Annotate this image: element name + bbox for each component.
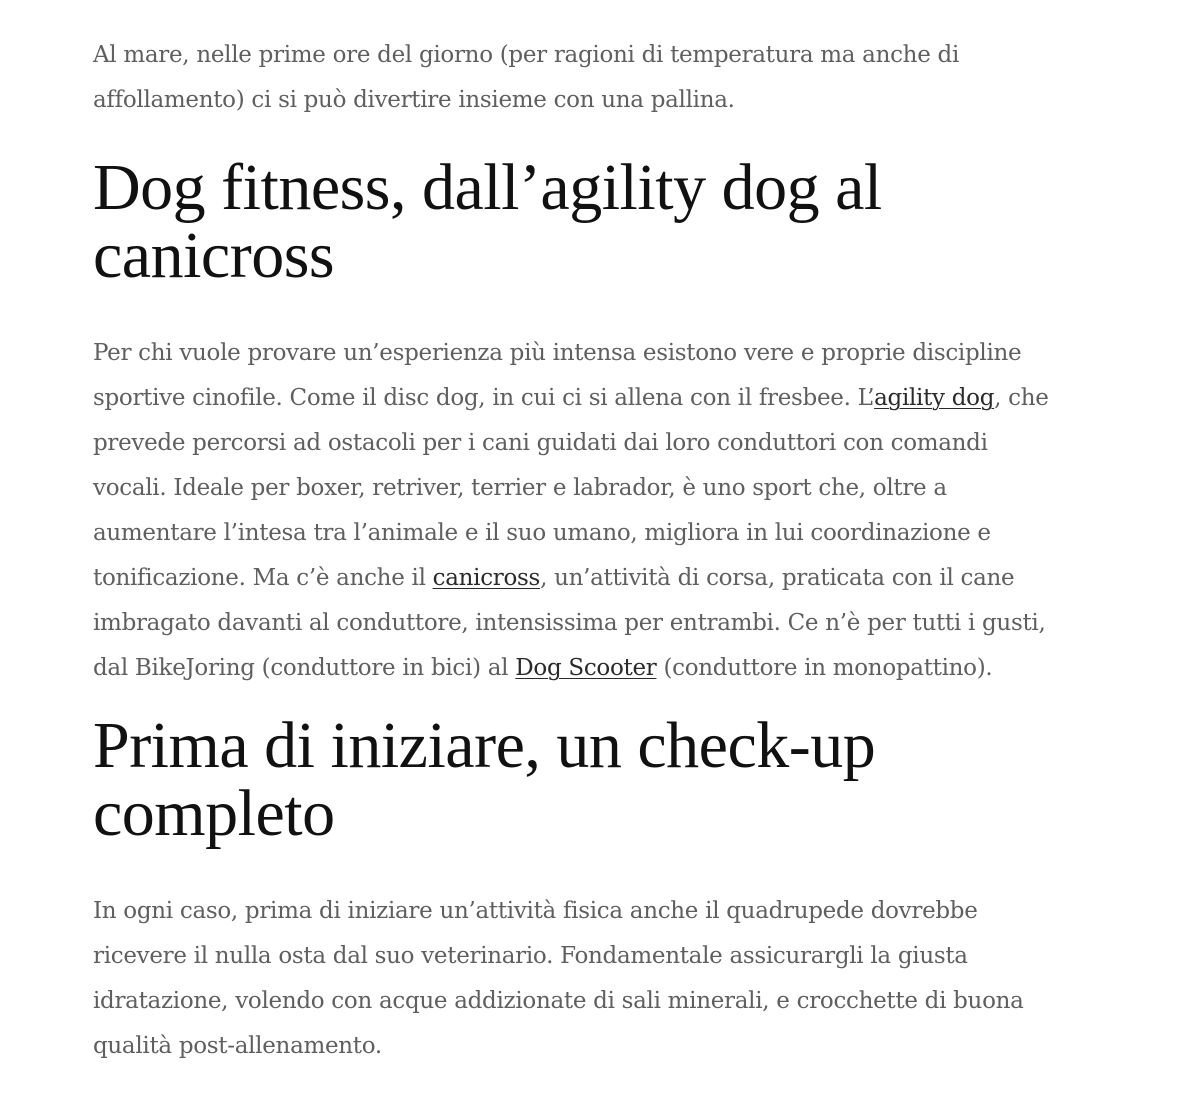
canicross-link[interactable]: canicross <box>432 565 541 591</box>
paragraph-line: qualità post-allenamento. <box>93 1033 382 1059</box>
text-segment: sportive cinofile. Come il disc dog, in cui ci si allena con il fresbee. L’ <box>93 385 875 411</box>
text-segment: (conduttore in monopattino). <box>656 655 993 681</box>
disciplines-paragraph <box>93 331 1049 691</box>
paragraph-line: imbragato davanti al conduttore, intensissima per entrambi. Ce n’è per tutti i gusti, <box>93 610 1046 636</box>
heading-dog-fitness <box>93 151 882 292</box>
paragraph-line <box>93 376 1049 421</box>
heading-line: Prima di iniziare, un check-up <box>93 709 876 782</box>
paragraph-line: aumentare l’intesa tra l’animale e il suo umano, migliora in lui coordinazione e <box>93 520 991 546</box>
intro-paragraph <box>93 33 959 123</box>
text-segment: , un’attività di corsa, praticata con il cane <box>540 565 1015 591</box>
paragraph-line: affollamento) ci si può divertire insieme con una pallina. <box>93 87 735 113</box>
checkup-paragraph <box>93 889 1024 1069</box>
heading-line: completo <box>93 777 335 850</box>
paragraph-line: prevede percorsi ad ostacoli per i cani guidati dai loro conduttori con comandi <box>93 430 988 456</box>
heading-line: canicross <box>93 219 335 292</box>
agility-dog-link[interactable]: agility dog <box>874 385 995 411</box>
paragraph-line <box>93 556 1049 601</box>
heading-checkup <box>93 709 876 850</box>
paragraph-line: vocali. Ideale per boxer, retriver, terrier e labrador, è uno sport che, oltre a <box>93 475 947 501</box>
paragraph-line: idratazione, volendo con acque addizionate di sali minerali, e crocchette di buona <box>93 988 1024 1014</box>
heading-line: Dog fitness, dall’agility dog al <box>93 151 882 224</box>
text-segment: , che <box>994 385 1049 411</box>
paragraph-line: Per chi vuole provare un’esperienza più intensa esistono vere e proprie discipline <box>93 340 1022 366</box>
paragraph-line <box>93 646 1049 691</box>
paragraph-line: ricevere il nulla osta dal suo veterinario. Fondamentale assicurargli la giusta <box>93 943 968 969</box>
paragraph-line: Al mare, nelle prime ore del giorno (per ragioni di temperatura ma anche di <box>93 42 959 68</box>
dog-scooter-link[interactable]: Dog Scooter <box>515 655 657 681</box>
paragraph-line: In ogni caso, prima di iniziare un’attività fisica anche il quadrupede dovrebbe <box>93 898 978 924</box>
text-segment: tonificazione. Ma c’è anche il <box>93 565 433 591</box>
text-segment: dal BikeJoring (conduttore in bici) al <box>93 655 516 681</box>
